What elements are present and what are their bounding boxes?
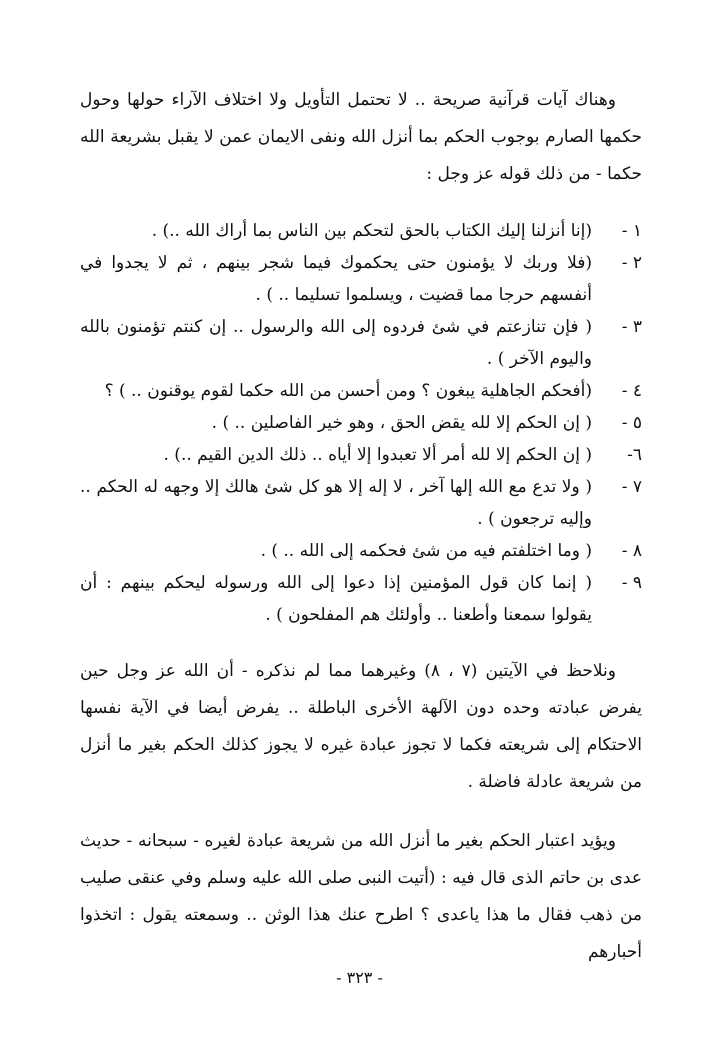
verse-text: ( إنما كان قول المؤمنين إذا دعوا إلى الله ورسوله ليحكم بينهم : أن يقولوا سمعنا وأطعنا .. وأولئك هم المفلحون ) . <box>80 573 592 625</box>
verse-item-2 <box>80 247 642 311</box>
verse-number: ٦- <box>627 445 642 465</box>
spacer <box>80 631 642 653</box>
verse-item-9 <box>80 567 642 631</box>
verse-list <box>80 215 642 631</box>
spacer <box>80 801 642 823</box>
support-paragraph: ويؤيد اعتبار الحكم بغير ما أنزل الله من شريعة عبادة لغيره - سبحانه - حديث عدى بن حاتم الذى قال فيه : (أتيت النبى صلى الله عليه وسلم وفي عنقى صليب من ذهب فقال ما هذا ياعدى ؟ اطرح عنك هذا الوثن .. وسمعته يقول : اتخذوا أحبارهم <box>80 831 642 962</box>
verse-text: (فلا وربك لا يؤمنون حتى يحكموك فيما شجر بينهم ، ثم لا يجدوا في أنفسهم حرجا مما قضيت ، ويسلموا تسليما .. ) . <box>80 253 592 305</box>
spacer <box>80 193 642 215</box>
verse-item-4 <box>80 375 642 407</box>
verse-number: ٧ - <box>621 477 642 497</box>
verse-text: ( إن الحكم إلا لله أمر ألا تعبدوا إلا أياه .. ذلك الدين القيم ..) . <box>163 445 592 465</box>
verse-number: ١ - <box>621 221 642 241</box>
verse-number: ٨ - <box>621 541 642 561</box>
verse-item-7 <box>80 471 642 535</box>
verse-text: ( وما اختلفتم فيه من شئ فحكمه إلى الله .. ) . <box>260 541 592 561</box>
intro-paragraph: وهناك آيات قرآنية صريحة .. لا تحتمل التأويل ولا اختلاف الآراء حولها وحول حكمها الصارم بوجوب الحكم بما أنزل الله ونفى الايمان عمن لا يقبل بشريعة الله حكما - من ذلك قوله عز وجل : <box>80 90 642 184</box>
document-page <box>80 82 642 971</box>
verse-item-6 <box>80 439 642 471</box>
verse-number: ٩ - <box>621 573 642 593</box>
page-number: - ٣٢٣ - <box>336 968 383 987</box>
verse-text: ( فإن تنازعتم في شئ فردوه إلى الله والرسول .. إن كنتم تؤمنون بالله واليوم الآخر ) . <box>80 317 592 369</box>
verse-text: ( ولا تدع مع الله إلها آخر ، لا إله إلا هو كل شئ هالك إلا وجهه له الحكم .. وإليه ترجعون ) . <box>80 477 592 529</box>
verse-number: ٢ - <box>621 253 642 273</box>
verse-item-5 <box>80 407 642 439</box>
verse-text: (إنا أنزلنا إليك الكتاب بالحق لتحكم بين الناس بما أراك الله ..) . <box>151 221 592 241</box>
verse-number: ٥ - <box>621 413 642 433</box>
verse-text: ( إن الحكم إلا لله يقض الحق ، وهو خير الفاصلين .. ) . <box>211 413 592 433</box>
verse-text: (أفحكم الجاهلية يبغون ؟ ومن أحسن من الله حكما لقوم يوقنون .. ) ؟ <box>104 381 592 401</box>
verse-number: ٤ - <box>621 381 642 401</box>
verse-item-1 <box>80 215 642 247</box>
verse-item-8 <box>80 535 642 567</box>
verse-number: ٣ - <box>621 317 642 337</box>
note-paragraph: ونلاحظ في الآيتين (٧ ، ٨) وغيرهما مما لم نذكره - أن الله عز وجل حين يفرض عبادته وحده دون الآلهة الأخرى الباطلة .. يفرض أيضا في الآية نفسها الاحتكام إلى شريعته فكما لا تجوز عبادة غيره لا يجوز كذلك الحكم بغير ما أنزل من شريعة عادلة فاضلة . <box>80 661 642 792</box>
verse-item-3 <box>80 311 642 375</box>
